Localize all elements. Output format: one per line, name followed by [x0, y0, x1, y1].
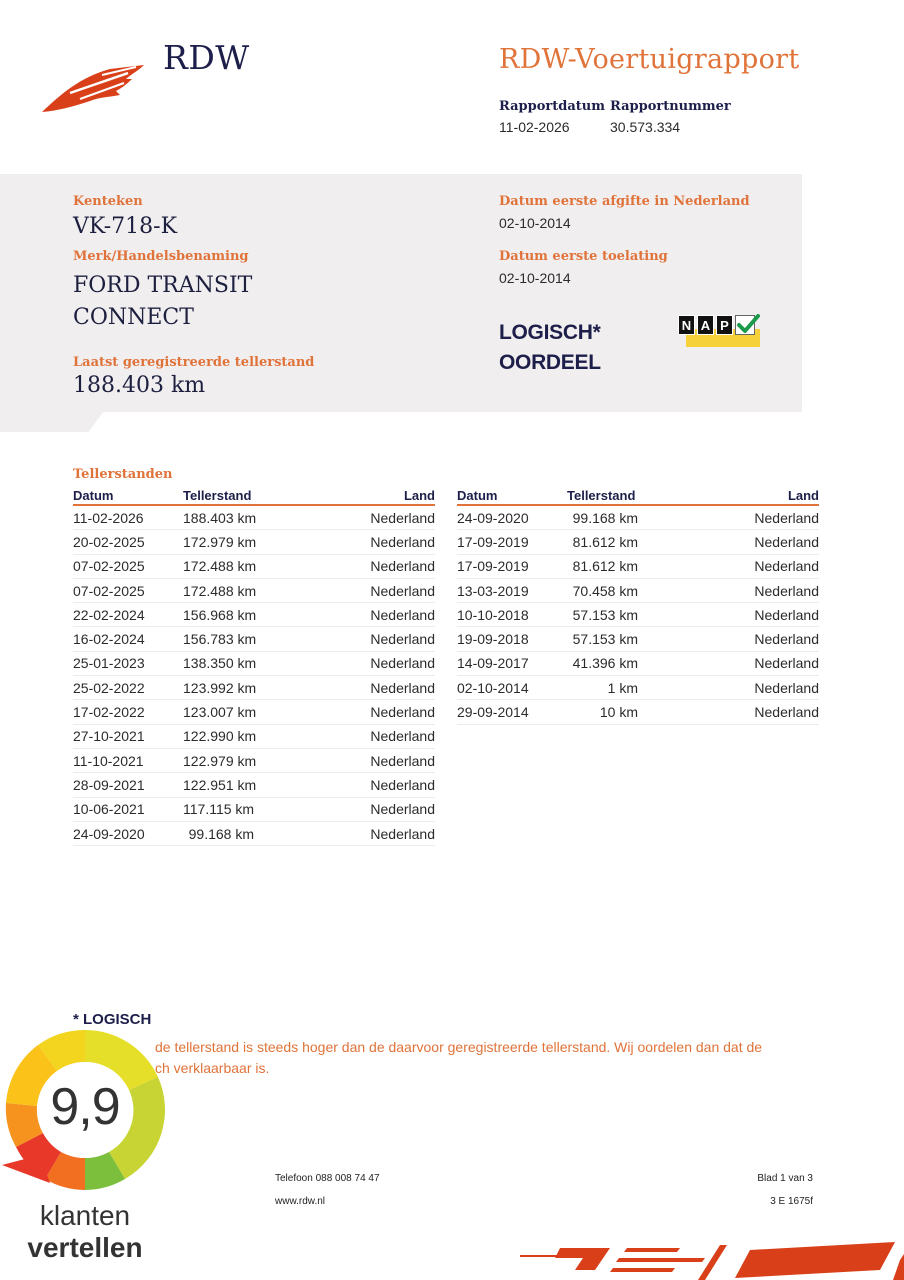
row-tellerstand: 156.783 km: [183, 631, 257, 648]
report-title: RDW-Voertuigrapport: [499, 44, 800, 75]
rating-score: 9,9: [50, 1078, 120, 1136]
row-datum: 10-06-2021: [73, 801, 145, 818]
row-datum: 10-10-2018: [457, 606, 529, 623]
col-datum: Datum: [73, 488, 114, 503]
row-land: Nederland: [370, 679, 435, 696]
col-tellerstand: Tellerstand: [567, 488, 636, 503]
row-tellerstand: 156.968 km: [183, 606, 257, 623]
row-land: Nederland: [370, 582, 435, 599]
last-odometer-value: 188.403 km: [73, 373, 206, 398]
footer-code: 3 E 1675f: [770, 1196, 813, 1207]
footer-page-number: Blad 1 van 3: [757, 1173, 813, 1184]
row-land: Nederland: [370, 533, 435, 550]
row-datum: 17-09-2019: [457, 533, 529, 550]
table-row: [73, 676, 435, 700]
row-land: Nederland: [370, 728, 435, 745]
row-datum: 07-02-2025: [73, 558, 145, 575]
row-land: Nederland: [370, 776, 435, 793]
table-row: [73, 725, 435, 749]
row-tellerstand: 117.115 km: [183, 801, 255, 818]
row-land: Nederland: [754, 582, 819, 599]
row-datum: 25-02-2022: [73, 679, 145, 696]
table-row: [457, 506, 819, 530]
table-row: [73, 530, 435, 554]
table-row: [457, 700, 819, 724]
table-row: [73, 773, 435, 797]
report-date-label: Rapportdatum: [499, 99, 605, 114]
merk-value: FORD TRANSIT CONNECT: [73, 273, 253, 330]
verdict-line2: OORDEEL: [499, 351, 601, 374]
nap-letter: N: [678, 315, 695, 335]
row-tellerstand: 122.951 km: [183, 776, 257, 793]
odometer-table-right: [457, 488, 819, 725]
rdw-feather-logo-icon: [40, 55, 150, 115]
col-land: Land: [403, 488, 435, 503]
table-row: [73, 749, 435, 773]
row-tellerstand: 99.168 km: [572, 509, 638, 526]
verdict: [499, 318, 601, 378]
table-row: [73, 798, 435, 822]
row-land: Nederland: [754, 558, 819, 575]
row-datum: 25-01-2023: [73, 655, 145, 672]
row-datum: 07-02-2025: [73, 582, 145, 599]
odometer-table-left: [73, 488, 435, 846]
col-land: Land: [787, 488, 819, 503]
row-land: Nederland: [754, 631, 819, 648]
table-row: [73, 506, 435, 530]
verdict-line1: LOGISCH*: [499, 321, 601, 344]
last-odometer-label: Laatst geregistreerde tellerstand: [73, 355, 315, 370]
row-tellerstand: 81.612 km: [572, 558, 638, 575]
nap-badge: [678, 315, 760, 348]
row-tellerstand: 70.458 km: [572, 582, 638, 599]
row-datum: 14-09-2017: [457, 655, 529, 672]
table-row: [73, 822, 435, 846]
footer-phone: Telefoon 088 008 74 47: [275, 1173, 380, 1184]
report-number-label: Rapportnummer: [610, 99, 731, 114]
table-row: [457, 579, 819, 603]
table-row: [457, 627, 819, 651]
table-row: [73, 603, 435, 627]
row-datum: 24-09-2020: [457, 509, 529, 526]
row-tellerstand: 172.979 km: [183, 533, 257, 550]
row-land: Nederland: [754, 533, 819, 550]
table-row: [457, 555, 819, 579]
row-tellerstand: 122.990 km: [183, 728, 257, 745]
kenteken-label: Kenteken: [73, 194, 143, 209]
row-land: Nederland: [754, 679, 819, 696]
row-land: Nederland: [370, 509, 435, 526]
first-issue-value: 02-10-2014: [499, 215, 571, 231]
row-tellerstand: 10 km: [599, 704, 638, 721]
row-datum: 29-09-2014: [457, 704, 529, 721]
footnote-line1: de tellerstand is steeds hoger dan de daarvoor geregistreerde tellerstand. Wij oordelen dan dat de: [155, 1039, 763, 1055]
row-land: Nederland: [754, 655, 819, 672]
row-datum: 02-10-2014: [457, 679, 529, 696]
row-tellerstand: 188.403 km: [183, 509, 257, 526]
table-row: [73, 579, 435, 603]
row-datum: 20-02-2025: [73, 533, 145, 550]
row-tellerstand: 123.007 km: [183, 704, 257, 721]
panel-tab-decoration: [0, 411, 104, 432]
table-row: [73, 652, 435, 676]
row-land: Nederland: [754, 606, 819, 623]
table-header: [457, 488, 819, 506]
row-tellerstand: 172.488 km: [183, 582, 257, 599]
merk-label: Merk/Handelsbenaming: [73, 249, 249, 264]
nap-letter: A: [697, 315, 714, 335]
table-row: [457, 652, 819, 676]
row-tellerstand: 138.350 km: [183, 655, 257, 672]
rdw-logo-text: RDW: [163, 38, 250, 77]
row-land: Nederland: [370, 704, 435, 721]
row-land: Nederland: [754, 509, 819, 526]
row-land: Nederland: [370, 558, 435, 575]
kenteken-value: VK-718-K: [73, 214, 178, 239]
table-row: [457, 530, 819, 554]
footnote-title: * LOGISCH: [73, 1011, 152, 1026]
customer-rating-widget[interactable]: [0, 1025, 175, 1275]
row-datum: 17-02-2022: [73, 704, 145, 721]
row-datum: 17-09-2019: [457, 558, 529, 575]
row-tellerstand: 57.153 km: [572, 631, 638, 648]
col-datum: Datum: [457, 488, 498, 503]
rdw-stripe-decoration-icon: [515, 1240, 904, 1280]
col-tellerstand: Tellerstand: [183, 488, 252, 503]
check-icon: [735, 315, 755, 335]
row-datum: 11-02-2026: [73, 509, 144, 526]
row-datum: 19-09-2018: [457, 631, 529, 648]
table-header: [73, 488, 435, 506]
row-tellerstand: 123.992 km: [183, 679, 257, 696]
row-tellerstand: 41.396 km: [572, 655, 638, 672]
row-tellerstand: 172.488 km: [183, 558, 257, 575]
row-tellerstand: 57.153 km: [572, 606, 638, 623]
footnote-line2: ch verklaarbaar is.: [155, 1060, 270, 1076]
first-issue-label: Datum eerste afgifte in Nederland: [499, 194, 750, 209]
footnote-text: [155, 1037, 775, 1079]
first-admission-value: 02-10-2014: [499, 270, 571, 286]
table-row: [457, 603, 819, 627]
row-land: Nederland: [370, 825, 435, 842]
row-land: Nederland: [370, 801, 435, 818]
table-row: [73, 555, 435, 579]
row-datum: 11-10-2021: [73, 752, 144, 769]
report-date-value: 11-02-2026: [499, 119, 570, 135]
row-tellerstand: 81.612 km: [572, 533, 638, 550]
row-land: Nederland: [370, 752, 435, 769]
table-row: [73, 627, 435, 651]
row-datum: 28-09-2021: [73, 776, 145, 793]
tellerstanden-title: Tellerstanden: [73, 467, 173, 482]
table-row: [457, 676, 819, 700]
row-datum: 16-02-2024: [73, 631, 145, 648]
report-number-value: 30.573.334: [610, 119, 681, 135]
row-land: Nederland: [370, 606, 435, 623]
row-land: Nederland: [370, 631, 435, 648]
row-datum: 13-03-2019: [457, 582, 529, 599]
nap-letter: P: [716, 315, 733, 335]
footer-website-link[interactable]: www.rdw.nl: [275, 1196, 326, 1207]
row-tellerstand: 122.979 km: [183, 752, 257, 769]
row-datum: 22-02-2024: [73, 606, 145, 623]
first-admission-label: Datum eerste toelating: [499, 249, 668, 264]
row-datum: 27-10-2021: [73, 728, 145, 745]
row-land: Nederland: [370, 655, 435, 672]
rating-caption-line2: vertellen: [27, 1232, 143, 1263]
row-datum: 24-09-2020: [73, 825, 145, 842]
row-land: Nederland: [754, 704, 819, 721]
row-tellerstand: 99.168 km: [188, 825, 254, 842]
rating-caption-line1: klanten: [39, 1200, 131, 1231]
row-tellerstand: 1 km: [607, 679, 638, 696]
table-row: [73, 700, 435, 724]
